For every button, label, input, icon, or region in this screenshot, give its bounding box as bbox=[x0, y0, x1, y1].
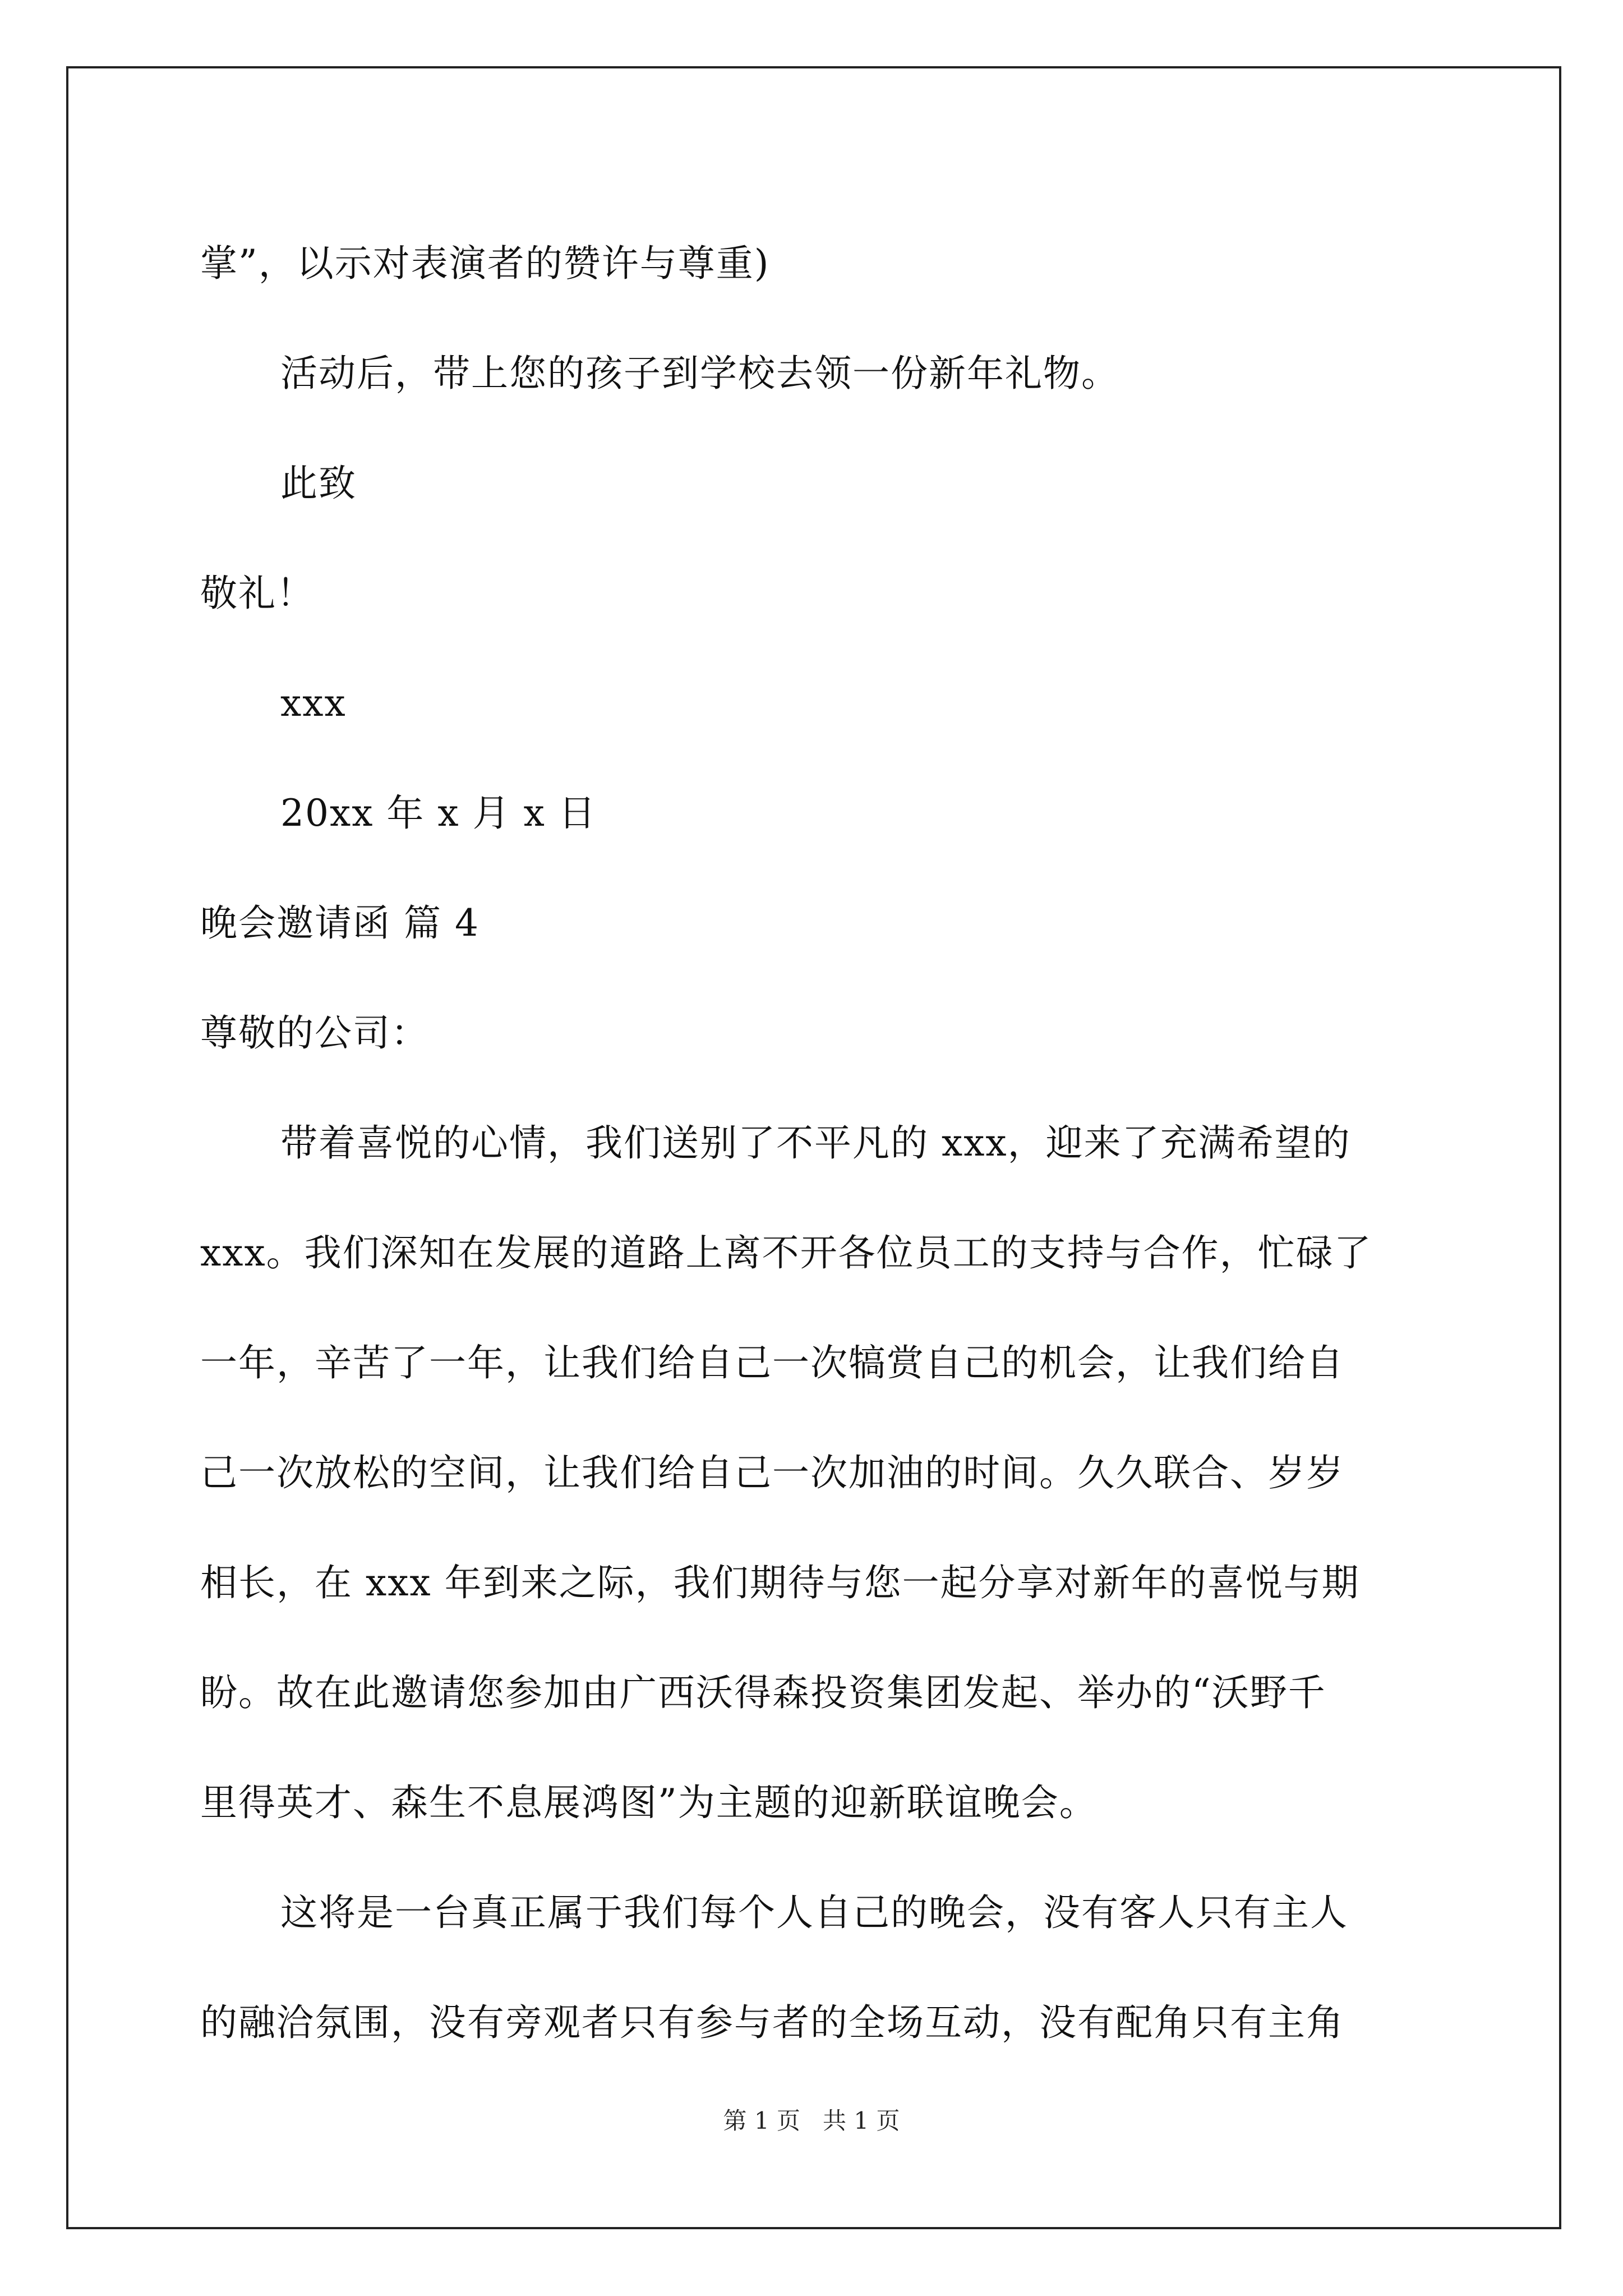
text-line: 带着喜悦的心情，我们送别了不平凡的 xxx，迎来了充满希望的 bbox=[280, 1121, 1351, 1165]
greeting: 尊敬的公司： bbox=[200, 1011, 429, 1055]
closing-phrase: 此致 bbox=[280, 462, 357, 505]
text-line: 的融洽氛围，没有旁观者只有参与者的全场互动，没有配角只有主角 bbox=[200, 2001, 1344, 2044]
date-line: 20xx 年 x 月 x 日 bbox=[280, 792, 597, 835]
text-line: 里得英才、森生不息展鸿图”为主题的迎新联谊晚会。 bbox=[200, 1781, 1098, 1824]
text-line: 盼。故在此邀请您参加由广西沃得森投资集团发起、举办的“沃野千 bbox=[200, 1671, 1326, 1714]
text-line: 相长，在 xxx 年到来之际，我们期待与您一起分享对新年的喜悦与期 bbox=[200, 1561, 1360, 1604]
text-line: 己一次放松的空间，让我们给自己一次加油的时间。久久联合、岁岁 bbox=[200, 1451, 1344, 1494]
text-line: 一年，辛苦了一年，让我们给自己一次犒赏自己的机会，让我们给自 bbox=[200, 1341, 1344, 1384]
signature: xxx bbox=[280, 682, 347, 725]
section-heading: 晚会邀请函 篇 4 bbox=[200, 901, 479, 945]
text-line: 活动后，带上您的孩子到学校去领一份新年礼物。 bbox=[280, 352, 1119, 395]
text-line: 掌”，以示对表演者的赞许与尊重) bbox=[200, 242, 770, 285]
document-body bbox=[200, 209, 1428, 2078]
page-footer: 第 1 页 共 1 页 bbox=[723, 2107, 900, 2134]
text-line: 这将是一台真正属于我们每个人自己的晚会，没有客人只有主人 bbox=[280, 1891, 1348, 1934]
salutation: 敬礼！ bbox=[200, 572, 315, 615]
text-line: xxx。我们深知在发展的道路上离不开各位员工的支持与合作，忙碌了 bbox=[200, 1231, 1372, 1274]
